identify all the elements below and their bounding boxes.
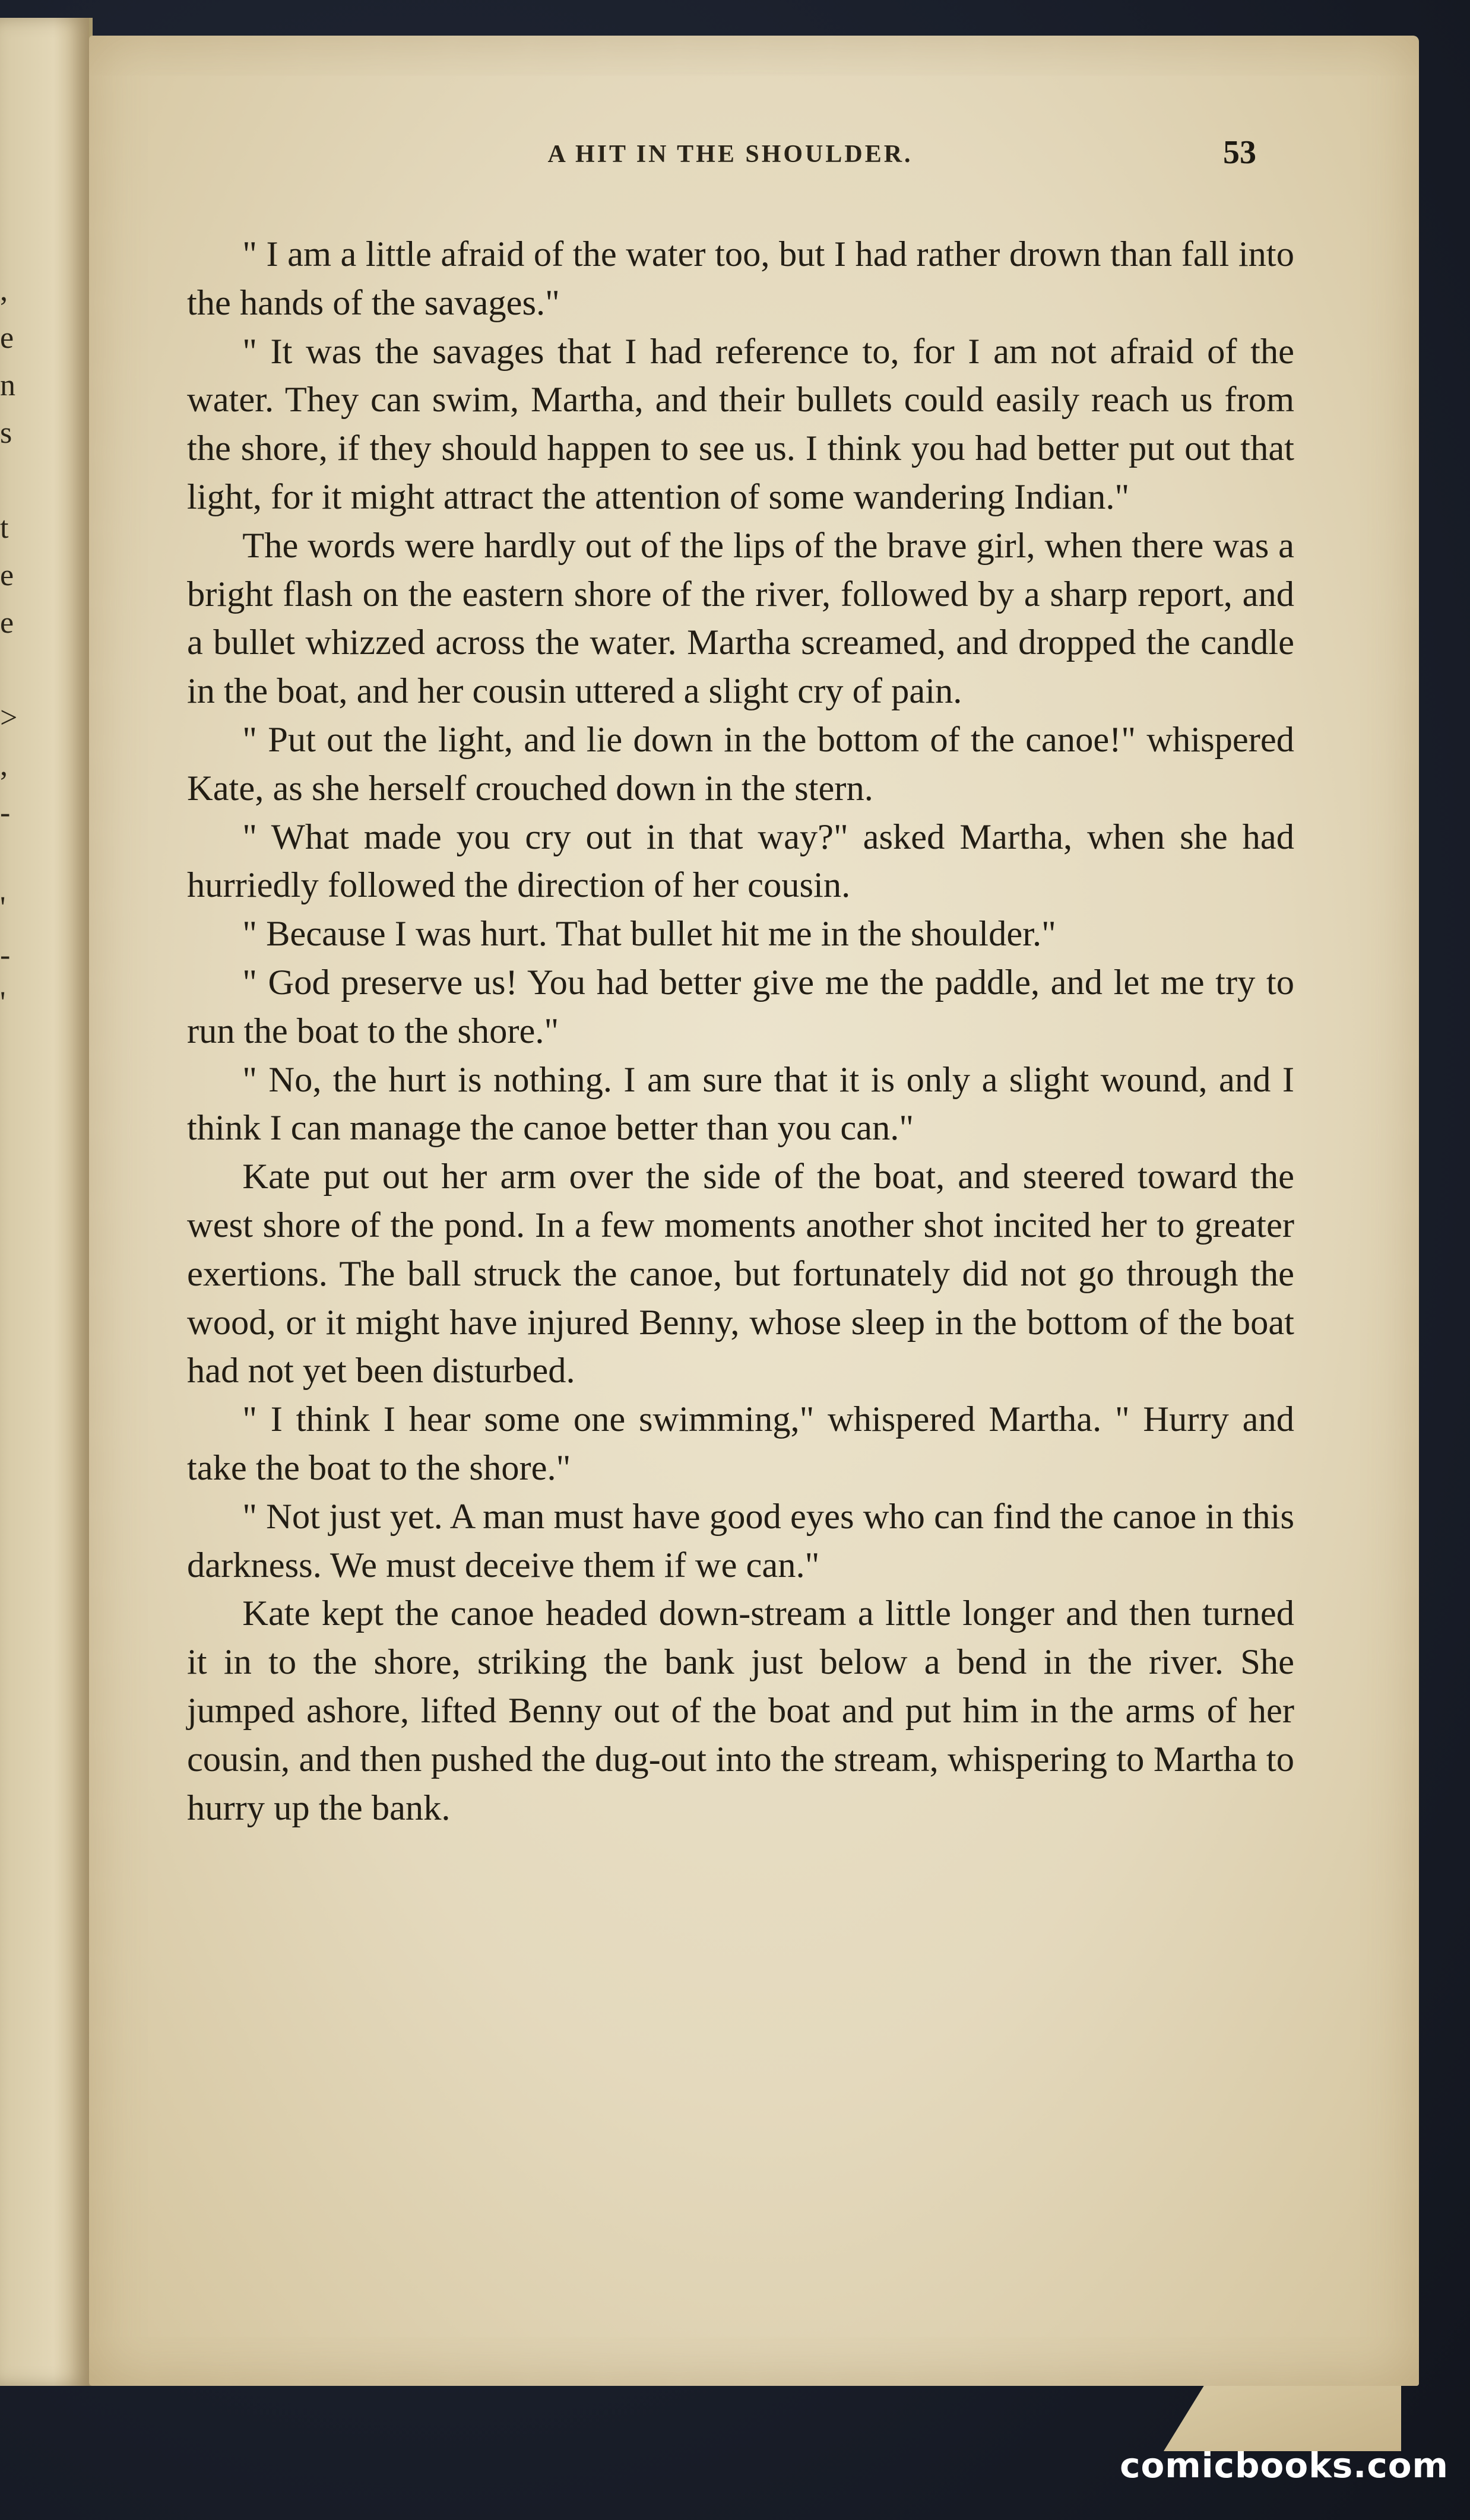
previous-page-char: t xyxy=(0,511,9,545)
paragraph: " Because I was hurt. That bullet hit me in the shoulder." xyxy=(242,914,1056,954)
paragraph: " It was the savages that I had reference to, for I am not afraid of the water. They can swim, Martha, and their bullets could easily reach us from the shore, if they should happen to see us. I think you had better put out that light, for it might attract the attention of some wandering Indian." xyxy=(187,331,1294,517)
previous-page-char: e xyxy=(0,321,14,355)
running-header: A HIT IN THE SHOULDER. xyxy=(547,141,913,168)
previous-page-char: n xyxy=(0,369,15,402)
previous-page-char: , xyxy=(0,748,8,782)
paragraph: " What made you cry out in that way?" asked Martha, when she had hurriedly followed the direction of her cousin. xyxy=(187,817,1294,906)
previous-page-char xyxy=(0,647,24,694)
paragraph: " Not just yet. A man must have good eyes who can find the canoe in this darkness. We must deceive them if we can." xyxy=(187,1496,1294,1585)
paragraph: " I am a little afraid of the water too, but I had rather drown than fall into the hands of the savages." xyxy=(187,234,1294,323)
paragraph: Kate kept the canoe headed down-stream a little longer and then turned it in to the shore, striking the bank just below a bend in the river. She jumped ashore, lifted Benny out of the boat and put him in the arms of her cousin, and then pushed the dug-out into the stream, whispering to Martha to hurry up the bank. xyxy=(187,1594,1294,1828)
paragraph: " God preserve us! You had better give me the paddle, and let me try to run the boat to the shore." xyxy=(187,962,1294,1051)
paragraph: " No, the hurt is nothing. I am sure that it is only a slight wound, and I think I can manage the canoe better than you can." xyxy=(187,1059,1294,1148)
previous-page-char xyxy=(0,837,24,884)
previous-page-fragments xyxy=(0,267,24,1027)
previous-page-char: > xyxy=(0,701,18,735)
previous-page-char: s xyxy=(0,416,12,450)
page-number: 53 xyxy=(1223,134,1256,171)
paragraph: The words were hardly out of the lips of the brave girl, when there was a bright flash on the eastern shore of the river, followed by a sharp report, and a bullet whizzed across the water. Martha screamed, and dropped the candle in the boat, and her cousin uttered a slight cry of pain. xyxy=(187,525,1294,712)
previous-page-char: ' xyxy=(0,986,6,1020)
previous-page-char: - xyxy=(0,938,11,972)
paragraph: Kate put out her arm over the side of the boat, and steered toward the west shore of the pond. In a few moments another shot incited her to greater exertions. The ball struck the canoe, but fortunately did not go through the wood, or it might have injured Benny, whose sleep in the bottom of the boat had not yet been disturbed. xyxy=(187,1157,1294,1391)
page-body xyxy=(187,230,1294,1832)
previous-page-char: e xyxy=(0,606,14,640)
previous-page-char: ' xyxy=(0,891,6,925)
paragraph: " Put out the light, and lie down in the bottom of the canoe!" whispered Kate, as she herself crouched down in the stern. xyxy=(187,719,1294,808)
previous-page-char: - xyxy=(0,796,11,830)
previous-page-char: e xyxy=(0,558,14,592)
paragraph: " I think I hear some one swimming," whispered Martha. " Hurry and take the boat to the shore." xyxy=(187,1399,1294,1488)
site-watermark: comicbooks.com xyxy=(1120,2445,1449,2486)
previous-page-char: , xyxy=(0,274,8,307)
previous-page-char xyxy=(0,457,24,504)
previous-page-edge xyxy=(0,18,93,2386)
